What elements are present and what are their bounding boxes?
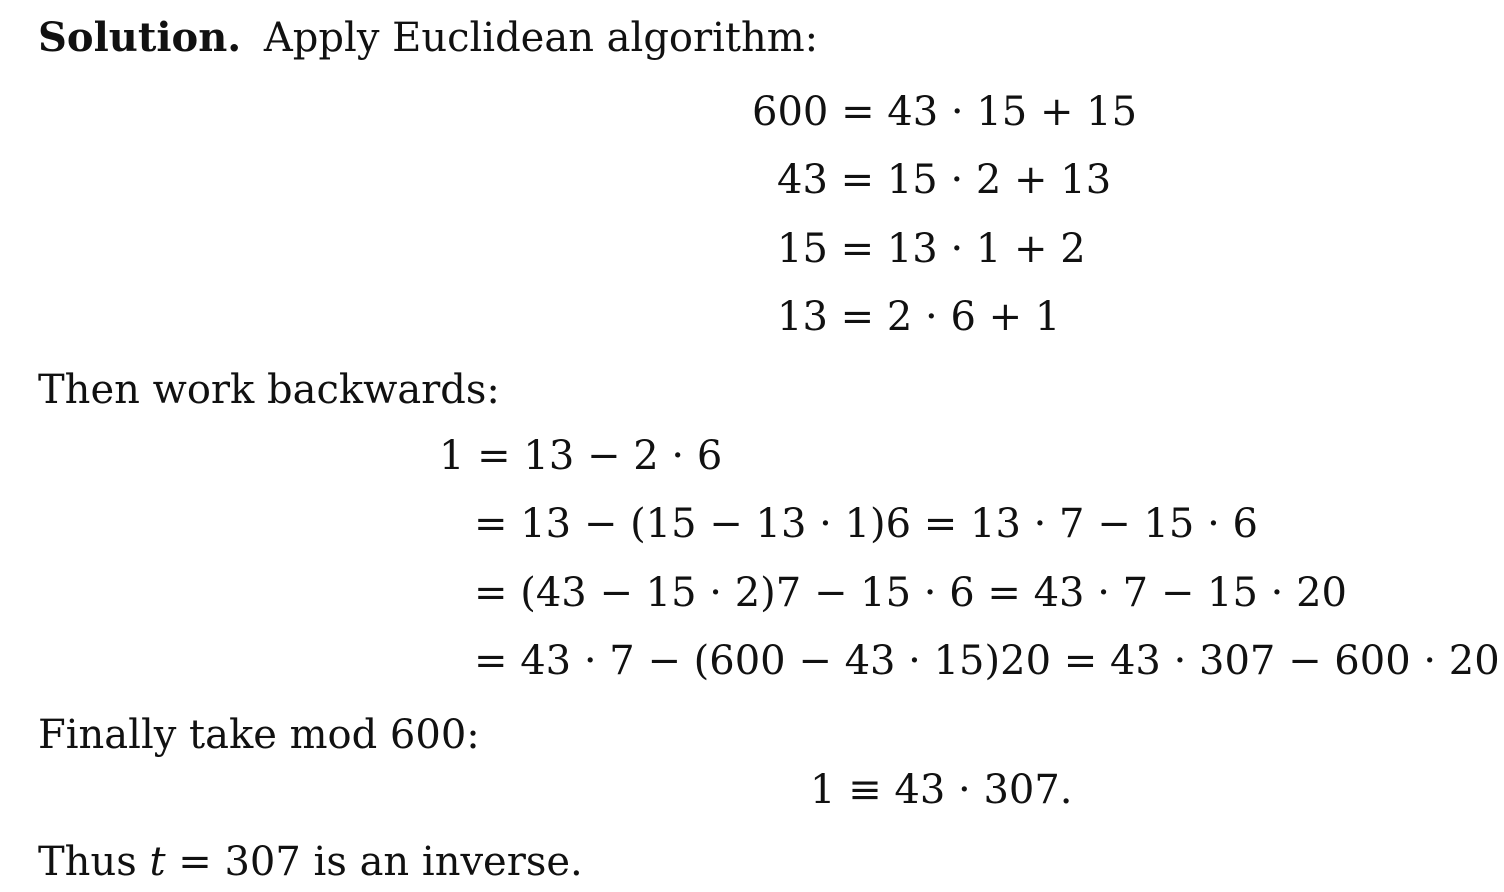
- conclusion-prefix: Thus: [38, 839, 150, 885]
- euclid-line-3: 15 = 13 · 1 + 2: [777, 226, 1086, 272]
- final-congruence: 1 ≡ 43 · 307.: [810, 767, 1073, 813]
- backwards-line-1: 1 = 13 − 2 · 6: [439, 433, 723, 479]
- backwards-line-2: = 13 − (15 − 13 · 1)6 = 13 · 7 − 15 · 6: [474, 501, 1258, 547]
- backwards-line-3: = (43 − 15 · 2)7 − 15 · 6 = 43 · 7 − 15 · 20: [474, 570, 1347, 616]
- euclid-line-1: 600 = 43 · 15 + 15: [752, 89, 1138, 135]
- euclid-line-4: 13 = 2 · 6 + 1: [777, 294, 1061, 340]
- conclusion-line: [38, 838, 583, 886]
- solution-intro-line: [38, 14, 818, 62]
- euclid-line-2: 43 = 15 · 2 + 13: [777, 157, 1112, 203]
- conclusion-variable: t: [149, 839, 166, 885]
- solution-label: Solution.: [38, 14, 242, 61]
- conclusion-suffix: = 307 is an inverse.: [165, 839, 583, 885]
- final-intro: Finally take mod 600:: [38, 712, 480, 758]
- backwards-line-4: = 43 · 7 − (600 − 43 · 15)20 = 43 · 307 − 600 · 20: [474, 638, 1500, 684]
- solution-intro-text: Apply Euclidean algorithm:: [263, 15, 819, 61]
- backwards-intro: Then work backwards:: [38, 367, 500, 413]
